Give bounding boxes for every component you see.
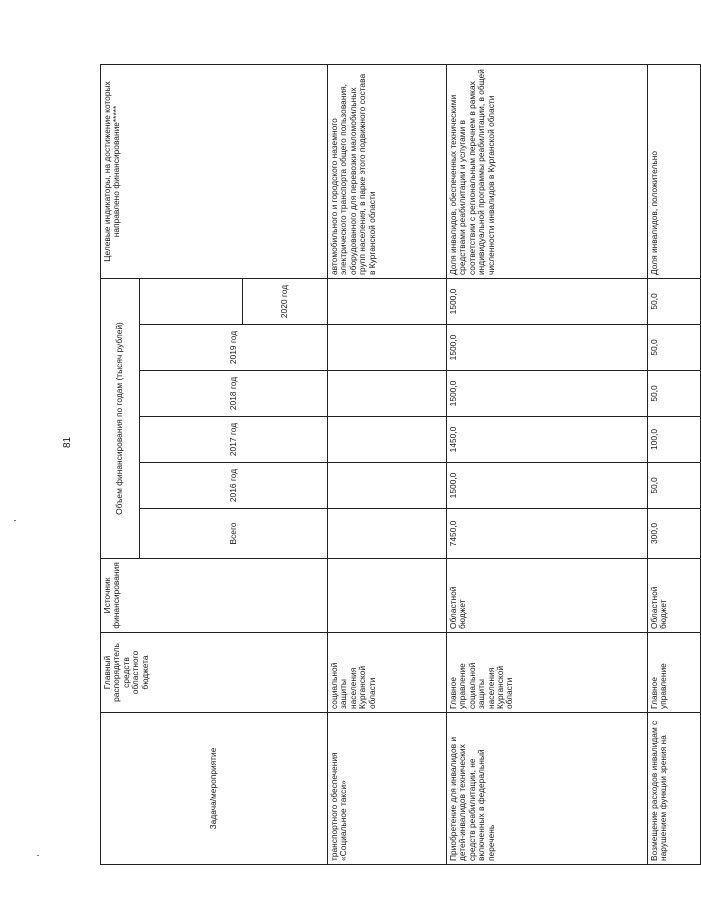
header-source: Источник финансирования — [101, 559, 328, 633]
header-volume: Объем финансирования по годам (тысяч рублей) — [101, 279, 140, 559]
cell-2016: 1500,0 — [447, 463, 648, 509]
rotated-table-wrapper — [100, 65, 669, 865]
table-row — [328, 65, 447, 865]
cell-source — [328, 559, 447, 633]
cell-2018 — [328, 371, 447, 417]
cell-indicators: Доля инвалидов, положительно — [648, 65, 701, 279]
financing-table — [100, 64, 701, 865]
cell-total — [328, 509, 447, 559]
cell-2020: 1500,0 — [447, 279, 648, 325]
cell-task: Приобретение для инвалидов и детей-инвалидов технических средств реабилитации, не включенных в федеральный перечень — [447, 713, 648, 865]
cell-total: 7450,0 — [447, 509, 648, 559]
cell-2017 — [328, 417, 447, 463]
header-2019: 2019 год — [140, 325, 328, 371]
cell-2019: 50,0 — [648, 325, 701, 371]
cell-source: Областной бюджет — [447, 559, 648, 633]
header-total: Всего — [140, 509, 328, 559]
header-manager: Главный распорядитель средств областного бюджета — [101, 633, 328, 713]
table-row — [648, 65, 701, 865]
cell-indicators: Доля инвалидов, обеспеченных техническими средствами реабилитации и услугами в соответствии с региональным перечнем в рамках индивидуальной программы реабилитации, в общей численности инвалидов в Курганской области — [447, 65, 648, 279]
cell-source: Областной бюджет — [648, 559, 701, 633]
header-2018: 2018 год — [140, 371, 328, 417]
cell-2016: 50,0 — [648, 463, 701, 509]
header-2020-spacer — [140, 279, 243, 325]
cell-2020 — [328, 279, 447, 325]
header-indicators: Целевые индикаторы, на достижение которых направлено финансирование***** — [101, 65, 328, 279]
scan-speck — [37, 855, 39, 856]
cell-2017: 1450,0 — [447, 417, 648, 463]
cell-manager: Главное управление социальной защиты населения Курганской области — [447, 633, 648, 713]
cell-2019 — [328, 325, 447, 371]
header-2017: 2017 год — [140, 417, 328, 463]
cell-task: Возмещение расходов инвалидам с нарушением функции зрения на — [648, 713, 701, 865]
cell-2019: 1500,0 — [447, 325, 648, 371]
cell-total: 300,0 — [648, 509, 701, 559]
scan-speck — [14, 520, 16, 521]
cell-task: транспортного обеспечения «Социальное такси» — [328, 713, 447, 865]
cell-manager: социальной защиты населения Курганской области — [328, 633, 447, 713]
cell-indicators: автомобильного и городского наземного электрического транспорта общего пользования, оборудованного для перевозки маломобильных групп населения, в парке этого подвижного состава в Курганской области — [328, 65, 447, 279]
cell-2018: 50,0 — [648, 371, 701, 417]
header-2016: 2016 год — [140, 463, 328, 509]
cell-2020: 50,0 — [648, 279, 701, 325]
header-2020: 2020 год — [243, 279, 328, 325]
cell-2018: 1500,0 — [447, 371, 648, 417]
cell-manager: Главное управление — [648, 633, 701, 713]
page-number: 81 — [62, 436, 73, 448]
cell-2016 — [328, 463, 447, 509]
cell-2017: 100,0 — [648, 417, 701, 463]
table-row — [447, 65, 648, 865]
header-task: Задача/мероприятие — [101, 713, 328, 865]
